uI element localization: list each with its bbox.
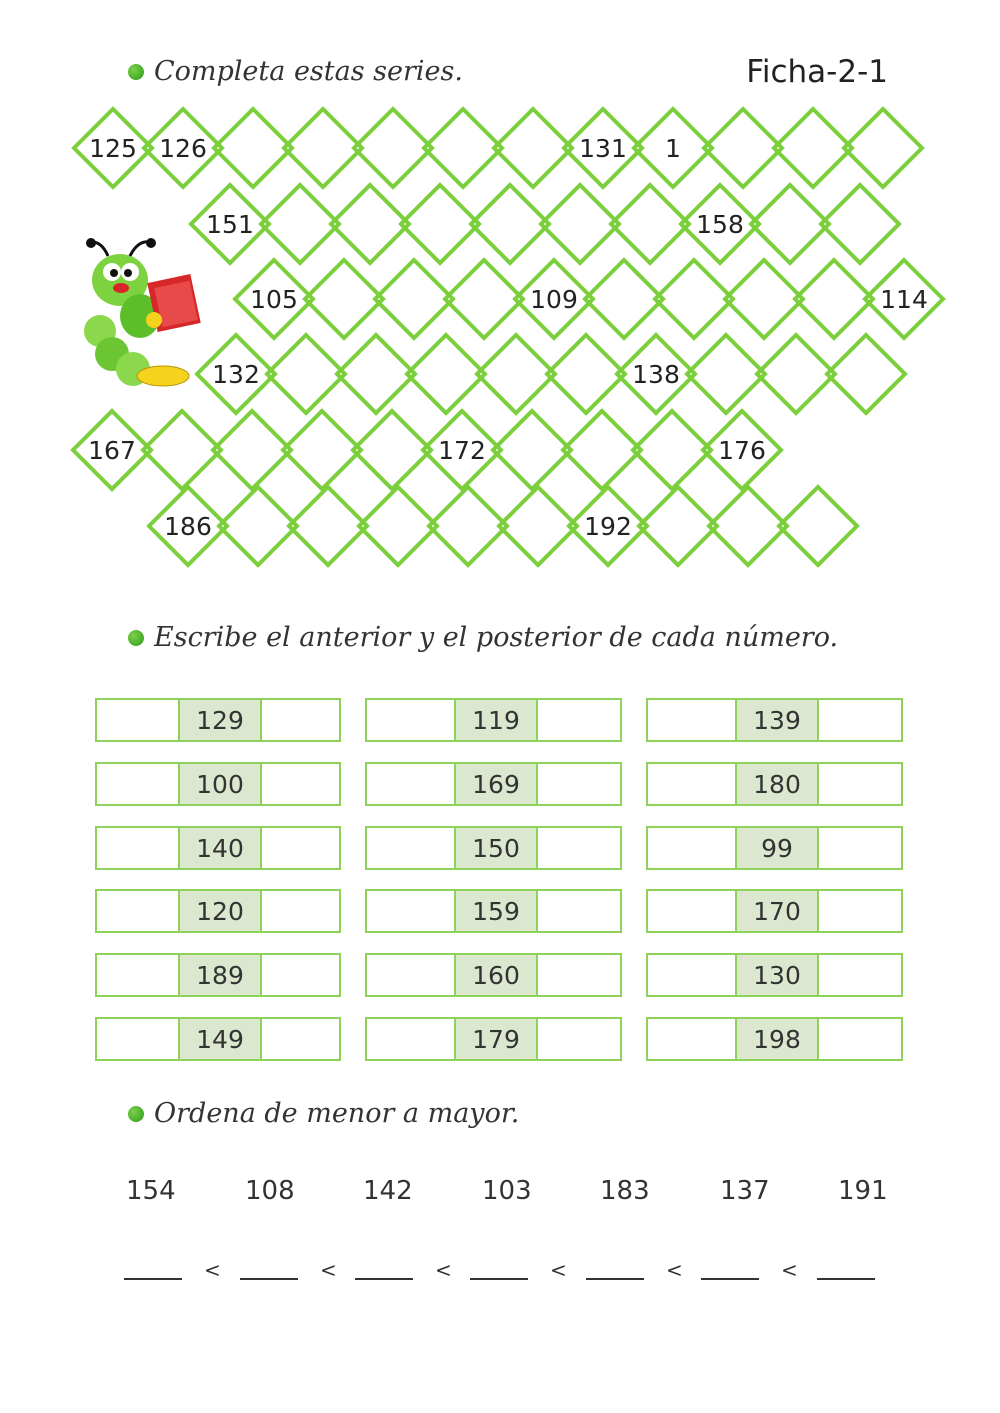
series-diamond[interactable] xyxy=(261,185,339,263)
neighbour-box xyxy=(646,889,903,933)
less-than-symbol: < xyxy=(550,1258,567,1282)
series-diamond[interactable] xyxy=(655,260,733,338)
series-diamond[interactable] xyxy=(429,487,507,565)
series-diamond[interactable] xyxy=(687,335,765,413)
neighbours-instruction-text: Escribe el anterior y el posterior de cada número. xyxy=(154,622,839,653)
series-diamond[interactable] xyxy=(213,411,291,489)
previous-number-blank[interactable] xyxy=(97,955,178,995)
series-diamond[interactable] xyxy=(821,185,899,263)
given-number: 130 xyxy=(735,955,819,995)
neighbour-box xyxy=(95,826,341,870)
series-diamond[interactable] xyxy=(774,109,852,187)
series-value: 186 xyxy=(164,512,212,541)
series-diamond[interactable] xyxy=(445,260,523,338)
previous-number-blank[interactable] xyxy=(648,1019,735,1059)
series-diamond[interactable] xyxy=(639,487,717,565)
previous-number-blank[interactable] xyxy=(648,955,735,995)
previous-number-blank[interactable] xyxy=(367,828,454,868)
next-number-blank[interactable] xyxy=(262,700,339,740)
series-diamond[interactable] xyxy=(757,335,835,413)
given-number: 198 xyxy=(735,1019,819,1059)
series-diamond[interactable] xyxy=(424,109,502,187)
series-value: 131 xyxy=(579,134,627,163)
order-answer-blank[interactable] xyxy=(701,1278,759,1280)
given-number: 150 xyxy=(454,828,538,868)
previous-number-blank[interactable] xyxy=(97,828,178,868)
order-number: 142 xyxy=(363,1176,413,1206)
next-number-blank[interactable] xyxy=(538,764,620,804)
next-number-blank[interactable] xyxy=(819,828,901,868)
next-number-blank[interactable] xyxy=(819,700,901,740)
series-diamond[interactable] xyxy=(844,109,922,187)
series-diamond[interactable] xyxy=(219,487,297,565)
order-number: 103 xyxy=(482,1176,532,1206)
neighbour-box xyxy=(646,953,903,997)
previous-number-blank[interactable] xyxy=(648,764,735,804)
series-diamond[interactable] xyxy=(493,411,571,489)
given-number: 159 xyxy=(454,891,538,931)
series-value: 1 xyxy=(665,134,681,163)
series-value: 126 xyxy=(159,134,207,163)
next-number-blank[interactable] xyxy=(538,828,620,868)
series-diamond[interactable] xyxy=(283,411,361,489)
series-instruction-text: Completa estas series. xyxy=(154,56,463,87)
series-diamond[interactable] xyxy=(477,335,555,413)
given-number: 160 xyxy=(454,955,538,995)
neighbour-box xyxy=(365,953,622,997)
series-diamond[interactable] xyxy=(337,335,415,413)
neighbour-box xyxy=(646,698,903,742)
given-number: 139 xyxy=(735,700,819,740)
less-than-symbol: < xyxy=(320,1258,337,1282)
order-number: 191 xyxy=(838,1176,888,1206)
order-answer-blank[interactable] xyxy=(817,1278,875,1280)
series-value: 192 xyxy=(584,512,632,541)
next-number-blank[interactable] xyxy=(538,891,620,931)
next-number-blank[interactable] xyxy=(819,891,901,931)
previous-number-blank[interactable] xyxy=(97,764,178,804)
bullet-icon xyxy=(128,630,144,646)
series-value: 151 xyxy=(206,210,254,239)
next-number-blank[interactable] xyxy=(538,1019,620,1059)
order-answer-blank[interactable] xyxy=(124,1278,182,1280)
series-diamond[interactable] xyxy=(611,185,689,263)
less-than-symbol: < xyxy=(435,1258,452,1282)
series-value: 109 xyxy=(530,285,578,314)
less-than-symbol: < xyxy=(204,1258,221,1282)
series-diamond[interactable] xyxy=(725,260,803,338)
given-number: 149 xyxy=(178,1019,262,1059)
series-diamond[interactable] xyxy=(547,335,625,413)
series-diamond-grid xyxy=(0,0,1000,600)
previous-number-blank[interactable] xyxy=(97,1019,178,1059)
next-number-blank[interactable] xyxy=(819,1019,901,1059)
series-diamond[interactable] xyxy=(289,487,367,565)
previous-number-blank[interactable] xyxy=(367,1019,454,1059)
neighbour-box xyxy=(365,762,622,806)
series-diamond[interactable] xyxy=(585,260,663,338)
less-than-symbol: < xyxy=(666,1258,683,1282)
series-diamond[interactable] xyxy=(354,109,432,187)
previous-number-blank[interactable] xyxy=(97,700,178,740)
neighbour-box xyxy=(95,953,341,997)
series-value: 132 xyxy=(212,360,260,389)
neighbour-box xyxy=(646,826,903,870)
previous-number-blank[interactable] xyxy=(367,891,454,931)
next-number-blank[interactable] xyxy=(538,955,620,995)
next-number-blank[interactable] xyxy=(262,828,339,868)
series-diamond[interactable] xyxy=(267,335,345,413)
order-number: 108 xyxy=(245,1176,295,1206)
given-number: 179 xyxy=(454,1019,538,1059)
neighbour-box xyxy=(365,889,622,933)
next-number-blank[interactable] xyxy=(262,955,339,995)
previous-number-blank[interactable] xyxy=(367,764,454,804)
order-instruction xyxy=(128,1098,519,1129)
previous-number-blank[interactable] xyxy=(648,891,735,931)
series-value: 158 xyxy=(696,210,744,239)
series-diamond[interactable] xyxy=(499,487,577,565)
given-number: 119 xyxy=(454,700,538,740)
neighbour-box xyxy=(365,826,622,870)
series-diamond[interactable] xyxy=(751,185,829,263)
previous-number-blank[interactable] xyxy=(367,955,454,995)
series-diamond[interactable] xyxy=(305,260,383,338)
given-number: 170 xyxy=(735,891,819,931)
next-number-blank[interactable] xyxy=(262,764,339,804)
order-number: 154 xyxy=(126,1176,176,1206)
series-diamond[interactable] xyxy=(407,335,485,413)
series-diamond[interactable] xyxy=(563,411,641,489)
next-number-blank[interactable] xyxy=(262,1019,339,1059)
series-value: 167 xyxy=(88,436,136,465)
given-number: 99 xyxy=(735,828,819,868)
series-diamond[interactable] xyxy=(359,487,437,565)
order-answer-blank[interactable] xyxy=(586,1278,644,1280)
series-diamond[interactable] xyxy=(331,185,409,263)
series-diamond[interactable] xyxy=(353,411,431,489)
order-number: 183 xyxy=(600,1176,650,1206)
series-diamond[interactable] xyxy=(827,335,905,413)
series-value: 114 xyxy=(880,285,928,314)
neighbours-instruction xyxy=(128,622,838,653)
next-number-blank[interactable] xyxy=(262,891,339,931)
series-value: 138 xyxy=(632,360,680,389)
next-number-blank[interactable] xyxy=(819,764,901,804)
series-diamond[interactable] xyxy=(541,185,619,263)
neighbour-box xyxy=(646,1017,903,1061)
series-diamond[interactable] xyxy=(143,411,221,489)
previous-number-blank[interactable] xyxy=(97,891,178,931)
series-diamond[interactable] xyxy=(471,185,549,263)
series-diamond[interactable] xyxy=(779,487,857,565)
order-answer-blank[interactable] xyxy=(355,1278,413,1280)
series-diamond[interactable] xyxy=(375,260,453,338)
series-diamond[interactable] xyxy=(795,260,873,338)
next-number-blank[interactable] xyxy=(819,955,901,995)
previous-number-blank[interactable] xyxy=(367,700,454,740)
order-answer-blank[interactable] xyxy=(470,1278,528,1280)
series-diamond[interactable] xyxy=(709,487,787,565)
sheet-id: Ficha-2-1 xyxy=(746,54,888,90)
neighbour-box xyxy=(95,762,341,806)
neighbour-box xyxy=(646,762,903,806)
bullet-icon xyxy=(128,1106,144,1122)
previous-number-blank[interactable] xyxy=(648,700,735,740)
series-diamond[interactable] xyxy=(633,411,711,489)
series-diamond[interactable] xyxy=(704,109,782,187)
series-value: 105 xyxy=(250,285,298,314)
next-number-blank[interactable] xyxy=(538,700,620,740)
order-answer-blank[interactable] xyxy=(240,1278,298,1280)
given-number: 180 xyxy=(735,764,819,804)
given-number: 189 xyxy=(178,955,262,995)
given-number: 129 xyxy=(178,700,262,740)
series-value: 125 xyxy=(89,134,137,163)
neighbour-box xyxy=(95,889,341,933)
order-instruction-text: Ordena de menor a mayor. xyxy=(154,1098,520,1129)
previous-number-blank[interactable] xyxy=(648,828,735,868)
series-value: 172 xyxy=(438,436,486,465)
neighbour-box xyxy=(95,698,341,742)
given-number: 120 xyxy=(178,891,262,931)
series-diamond[interactable] xyxy=(214,109,292,187)
series-diamond[interactable] xyxy=(284,109,362,187)
given-number: 169 xyxy=(454,764,538,804)
series-diamond[interactable] xyxy=(401,185,479,263)
given-number: 100 xyxy=(178,764,262,804)
neighbour-box xyxy=(95,1017,341,1061)
series-value: 176 xyxy=(718,436,766,465)
given-number: 140 xyxy=(178,828,262,868)
series-diamond[interactable] xyxy=(494,109,572,187)
less-than-symbol: < xyxy=(781,1258,798,1282)
order-number: 137 xyxy=(720,1176,770,1206)
neighbour-box xyxy=(365,1017,622,1061)
neighbour-box xyxy=(365,698,622,742)
